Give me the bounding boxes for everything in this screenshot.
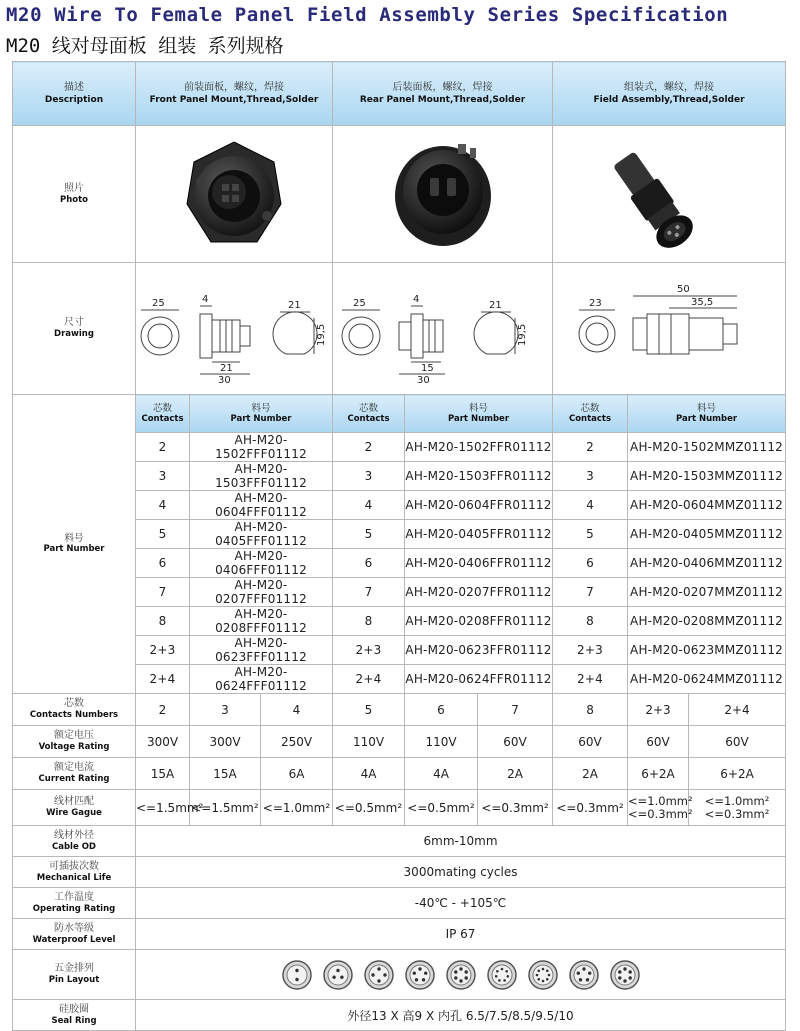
table-cell: 15A <box>136 758 190 790</box>
front-mount-connector-image <box>169 134 299 254</box>
table-cell: <=0.3mm² <box>704 806 770 821</box>
table-cell: 前装面板，螺纹，焊接 <box>184 82 284 93</box>
sub-pn-rear <box>405 395 553 433</box>
wire-gauge-row <box>13 790 786 826</box>
description-field <box>553 62 786 126</box>
table-cell: AH-M20-0604FFF01112 <box>190 491 333 520</box>
table-cell: 芯数 <box>580 402 600 414</box>
photo-field-assembly <box>553 126 786 263</box>
description-row <box>13 62 786 126</box>
table-cell: 3 <box>333 462 405 491</box>
table-cell: 料号 <box>697 402 717 414</box>
table-cell: <=0.5mm² <box>333 790 405 826</box>
table-cell: AH-M20-0406FFF01112 <box>190 549 333 578</box>
table-cell: 4 <box>333 491 405 520</box>
table-cell: 4A <box>333 758 405 790</box>
table-cell: AH-M20-1502FFR01112 <box>405 433 553 462</box>
table-cell: AH-M20-0624FFR01112 <box>405 665 553 694</box>
drawing-front-d4: 4 <box>202 293 209 305</box>
table-cell: Part Number <box>448 413 510 424</box>
table-cell: 7 <box>478 694 553 726</box>
table-cell: 五金排列 <box>54 963 94 974</box>
drawing-front-d21b: 21 <box>220 362 233 374</box>
table-cell: 5 <box>333 520 405 549</box>
table-cell: 6A <box>261 758 333 790</box>
table-cell: 线材匹配 <box>54 796 94 807</box>
pin-layout-label <box>13 950 136 1000</box>
sub-contacts-field <box>553 395 628 433</box>
table-cell: 2+3 <box>333 636 405 665</box>
table-cell: 2+4 <box>136 665 190 694</box>
table-cell: AH-M20-0207FFR01112 <box>405 578 553 607</box>
table-cell: AH-M20-0208FFF01112 <box>190 607 333 636</box>
table-cell: Wire Gague <box>46 808 102 818</box>
table-cell: AH-M20-0604FFR01112 <box>405 491 553 520</box>
table-cell: 3 <box>190 694 261 726</box>
front-mount-dimension-drawing <box>136 274 348 384</box>
table-cell: 5 <box>553 520 628 549</box>
drawing-rear-mount <box>333 263 553 395</box>
description-rear <box>333 62 553 126</box>
mechanical-life-label <box>13 857 136 888</box>
pin-layout-row <box>13 950 786 1000</box>
table-cell: 3 <box>136 462 190 491</box>
table-cell: AH-M20-0405FFF01112 <box>190 520 333 549</box>
table-cell: AH-M20-1502MMZ01112 <box>628 433 786 462</box>
waterproof-row <box>13 919 786 950</box>
table-cell: 2 <box>553 433 628 462</box>
table-cell: Description <box>44 95 104 105</box>
contacts-numbers-row <box>13 694 786 726</box>
drawing-field-assembly <box>553 263 786 395</box>
table-cell: 2+4 <box>333 665 405 694</box>
table-cell: Voltage Rating <box>38 742 110 752</box>
table-cell: 300V <box>190 726 261 758</box>
sub-contacts-rear <box>333 395 405 433</box>
table-cell: 芯数 <box>64 698 84 709</box>
seal-ring-value: 外径13 X 高9 X 内孔 6.5/7.5/8.5/9.5/10 <box>136 1000 786 1031</box>
table-cell: 6 <box>553 549 628 578</box>
table-cell: 60V <box>628 726 689 758</box>
table-cell: Field Assembly,Thread,Solder <box>593 95 745 105</box>
table-cell: 2+3 <box>553 636 628 665</box>
table-cell: Mechanical Life <box>36 872 112 883</box>
table-cell: Waterproof Level <box>32 934 116 945</box>
table-cell: Contacts Numbers <box>29 710 119 720</box>
drawing-rear-d195: 19,5 <box>516 323 528 346</box>
table-cell: AH-M20-0405FFR01112 <box>405 520 553 549</box>
table-cell: Pin Layout <box>48 975 100 985</box>
table-cell: <=1.0mm² <box>261 790 333 826</box>
table-cell: AH-M20-0624FFF01112 <box>190 665 333 694</box>
table-cell: 6+2A <box>689 758 786 790</box>
table-cell: 7 <box>553 578 628 607</box>
wire-gauge-label <box>13 790 136 826</box>
drawing-rear-d4: 4 <box>412 293 419 305</box>
table-cell: <=0.3mm² <box>478 790 553 826</box>
table-cell: 3 <box>553 462 628 491</box>
table-cell: 2 <box>333 433 405 462</box>
operating-label <box>13 888 136 919</box>
drawing-rear-d15: 15 <box>420 362 434 374</box>
photo-row <box>13 126 786 263</box>
table-cell: <=1.5mm² <box>136 790 190 826</box>
pin-layout-icon <box>568 959 600 991</box>
part-number-label <box>13 395 136 694</box>
table-cell: Part Number <box>230 413 292 424</box>
table-cell: 2+3 <box>628 694 689 726</box>
table-cell: 料号 <box>469 402 489 414</box>
table-cell: AH-M20-0623FFF01112 <box>190 636 333 665</box>
pin-layout-icons <box>136 950 786 1000</box>
table-cell: AH-M20-0405MMZ01112 <box>628 520 786 549</box>
table-cell: 8 <box>136 607 190 636</box>
table-cell: Operating Rating <box>32 903 116 914</box>
table-cell: 硅胶圈 <box>59 1003 89 1015</box>
table-cell: <=0.3mm² <box>628 806 693 821</box>
table-cell: 60V <box>689 726 786 758</box>
voltage-label <box>13 726 136 758</box>
table-cell: AH-M20-1503FFF01112 <box>190 462 333 491</box>
page-title: M20 Wire To Female Panel Field Assembly Series Specification <box>6 4 729 26</box>
table-cell: Part Number <box>676 413 738 424</box>
table-cell: AH-M20-0604MMZ01112 <box>628 491 786 520</box>
table-cell: <=1.0mm² <box>628 793 693 808</box>
table-cell: 尺寸 <box>64 317 84 328</box>
photo-front-mount <box>136 126 333 263</box>
table-cell: 4A <box>405 758 478 790</box>
table-cell: Contacts <box>141 413 184 424</box>
table-cell: 后装面板，螺纹，焊接 <box>392 82 493 93</box>
table-cell: <=1.5mm² <box>190 790 261 826</box>
waterproof-label <box>13 919 136 950</box>
table-cell: 7 <box>136 578 190 607</box>
table-cell: Cable OD <box>52 841 96 852</box>
drawing-label <box>13 263 136 395</box>
table-cell: 2 <box>136 433 190 462</box>
rear-mount-connector-image <box>378 134 508 254</box>
table-cell: 6 <box>405 694 478 726</box>
table-cell: 4 <box>261 694 333 726</box>
table-cell: 芯数 <box>152 402 172 414</box>
table-cell: 6 <box>136 549 190 578</box>
pin-layout-icon <box>445 959 477 991</box>
voltage-row <box>13 726 786 758</box>
drawing-field-d23: 23 <box>589 297 602 309</box>
current-row <box>13 758 786 790</box>
table-cell: AH-M20-0406MMZ01112 <box>628 549 786 578</box>
table-cell: AH-M20-1503FFR01112 <box>405 462 553 491</box>
contacts-numbers-label <box>13 694 136 726</box>
table-cell: Seal Ring <box>51 1015 97 1026</box>
part-number-subheader <box>13 395 786 433</box>
spec-table <box>12 61 786 1031</box>
cable-od-value: 6mm-10mm <box>136 826 786 857</box>
table-cell: 工作温度 <box>54 891 94 903</box>
table-cell: 2A <box>478 758 553 790</box>
table-cell: Contacts <box>347 413 390 424</box>
drawing-row <box>13 263 786 395</box>
photo-label <box>13 126 136 263</box>
table-cell: 4 <box>136 491 190 520</box>
table-cell: AH-M20-1502FFF01112 <box>190 433 333 462</box>
table-cell: AH-M20-0207FFF01112 <box>190 578 333 607</box>
seal-ring-label <box>13 1000 136 1031</box>
pin-layout-icon <box>281 959 313 991</box>
table-cell: 300V <box>136 726 190 758</box>
table-cell: 5 <box>136 520 190 549</box>
mechanical-life-value: 3000mating cycles <box>136 857 786 888</box>
table-cell: 描述 <box>64 82 84 93</box>
sub-contacts-front <box>136 395 190 433</box>
table-cell: 8 <box>553 607 628 636</box>
seal-ring-row <box>13 1000 786 1031</box>
table-cell: 250V <box>261 726 333 758</box>
table-cell: 8 <box>333 607 405 636</box>
pin-layout-icon <box>609 959 641 991</box>
table-cell: AH-M20-0623FFR01112 <box>405 636 553 665</box>
table-cell: 2 <box>136 694 190 726</box>
table-cell: 2+3 <box>136 636 190 665</box>
table-cell: <=1.0mm² <box>704 793 770 808</box>
cable-od-row <box>13 826 786 857</box>
table-cell: 料号 <box>64 533 84 544</box>
pin-layout-icon <box>486 959 518 991</box>
current-label <box>13 758 136 790</box>
drawing-front-d25: 25 <box>152 297 165 309</box>
table-cell: 额定电流 <box>54 762 94 773</box>
drawing-rear-d30: 30 <box>416 374 430 386</box>
table-cell: 组装式，螺纹，焊接 <box>624 82 715 93</box>
table-cell: AH-M20-0406FFR01112 <box>405 549 553 578</box>
table-cell: AH-M20-0208MMZ01112 <box>628 607 786 636</box>
table-cell: AH-M20-0624MMZ01112 <box>628 665 786 694</box>
table-cell: 6+2A <box>628 758 689 790</box>
pin-layout-icon <box>322 959 354 991</box>
table-cell: AH-M20-0207MMZ01112 <box>628 578 786 607</box>
operating-row <box>13 888 786 919</box>
table-cell: Photo <box>59 194 89 205</box>
table-cell: 8 <box>553 694 628 726</box>
table-cell: Part Number <box>43 544 105 554</box>
drawing-field-d355: 35,5 <box>691 296 714 308</box>
description-front <box>136 62 333 126</box>
table-cell: AH-M20-0623MMZ01112 <box>628 636 786 665</box>
photo-rear-mount <box>333 126 553 263</box>
pin-layout-icon <box>363 959 395 991</box>
drawing-rear-d21: 21 <box>488 299 502 311</box>
table-cell: 线材外径 <box>54 829 94 841</box>
table-cell: 7 <box>333 578 405 607</box>
cable-od-label <box>13 826 136 857</box>
table-cell: 110V <box>405 726 478 758</box>
table-cell: 60V <box>478 726 553 758</box>
table-cell: AH-M20-1503MMZ01112 <box>628 462 786 491</box>
table-cell: 料号 <box>251 402 271 414</box>
operating-value: -40℃ - +105℃ <box>136 888 786 919</box>
waterproof-value: IP 67 <box>136 919 786 950</box>
page-subtitle: M20 线对母面板 组装 系列规格 <box>6 35 284 57</box>
drawing-front-d195: 19,5 <box>316 323 327 346</box>
pin-layout-icon <box>404 959 436 991</box>
rear-mount-dimension-drawing <box>337 274 549 384</box>
pin-layout-icon <box>527 959 559 991</box>
table-cell: Drawing <box>54 329 94 339</box>
table-cell: 5 <box>333 694 405 726</box>
table-cell: <=0.5mm² <box>405 790 478 826</box>
table-cell: 芯数 <box>358 402 378 414</box>
mechanical-life-row <box>13 857 786 888</box>
table-cell: 110V <box>333 726 405 758</box>
field-assembly-connector-image <box>609 134 729 254</box>
sub-pn-field <box>628 395 786 433</box>
table-cell: Front Panel Mount,Thread,Solder <box>149 95 319 105</box>
drawing-front-d30: 30 <box>218 374 231 386</box>
table-cell: 2+4 <box>689 694 786 726</box>
table-cell: 2+4 <box>553 665 628 694</box>
table-cell: 可插拔次数 <box>49 860 99 872</box>
table-cell: 4 <box>553 491 628 520</box>
description-label <box>13 62 136 126</box>
drawing-field-d50: 50 <box>677 283 690 295</box>
table-cell: 15A <box>190 758 261 790</box>
table-cell: 6 <box>333 549 405 578</box>
table-cell: 防水等级 <box>54 922 94 934</box>
table-cell: Contacts <box>568 413 612 424</box>
drawing-front-d21a: 21 <box>288 299 301 311</box>
drawing-front-mount <box>136 263 333 395</box>
table-cell: 额定电压 <box>54 730 94 741</box>
sub-pn-front <box>190 395 333 433</box>
table-cell: Current Rating <box>38 774 110 784</box>
table-cell: 照片 <box>64 182 84 194</box>
drawing-rear-d25: 25 <box>352 297 366 309</box>
table-cell: <=0.3mm² <box>553 790 628 826</box>
table-cell: Rear Panel Mount,Thread,Solder <box>359 95 526 105</box>
table-cell: AH-M20-0208FFR01112 <box>405 607 553 636</box>
table-cell: 60V <box>553 726 628 758</box>
table-cell: 2A <box>553 758 628 790</box>
field-assembly-dimension-drawing <box>569 274 769 384</box>
